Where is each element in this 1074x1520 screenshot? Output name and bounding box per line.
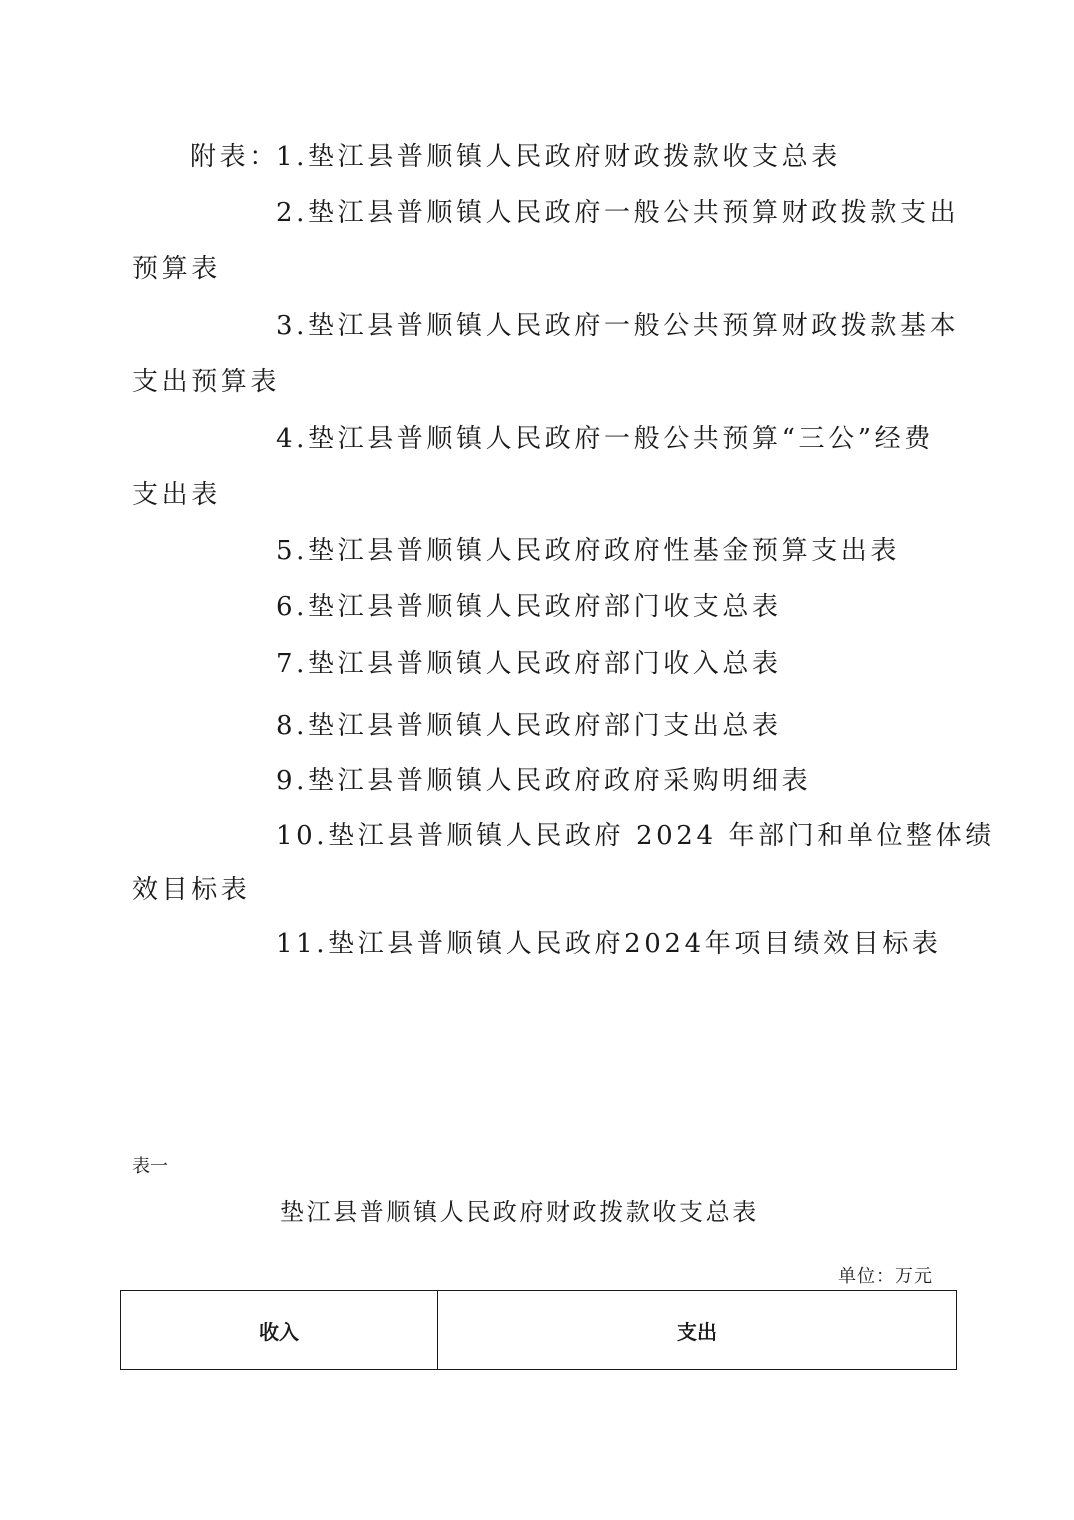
table-label: 表一 — [132, 1156, 168, 1177]
attachment-item-11: 11.垫江县普顺镇人民政府2024年项目绩效目标表 — [276, 929, 942, 959]
attachment-item-10-cont: 效目标表 — [132, 875, 251, 905]
attachment-item-5: 5.垫江县普顺镇人民政府政府性基金预算支出表 — [276, 536, 901, 566]
summary-table — [120, 1290, 957, 1370]
attachment-item-10: 10.垫江县普顺镇人民政府 2024 年部门和单位整体绩 — [276, 821, 995, 851]
attachment-prefix: 附表： — [190, 142, 279, 172]
attachment-item-9: 9.垫江县普顺镇人民政府政府采购明细表 — [276, 766, 812, 796]
attachment-item-4: 4.垫江县普顺镇人民政府一般公共预算“三公”经费 — [276, 424, 934, 454]
table-header-row — [121, 1291, 957, 1370]
attachment-item-3: 3.垫江县普顺镇人民政府一般公共预算财政拨款基本 — [276, 311, 960, 341]
attachment-item-4-cont: 支出表 — [132, 480, 221, 510]
table-title: 垫江县普顺镇人民政府财政拨款收支总表 — [280, 1198, 759, 1226]
unit-label: 单位：万元 — [838, 1266, 933, 1287]
attachment-item-2: 2.垫江县普顺镇人民政府一般公共预算财政拨款支出 — [276, 198, 960, 228]
income-header: 收入 — [121, 1291, 438, 1370]
attachment-item-3-cont: 支出预算表 — [132, 367, 281, 397]
expenditure-header: 支出 — [438, 1291, 957, 1370]
attachment-item-7: 7.垫江县普顺镇人民政府部门收入总表 — [276, 649, 782, 679]
attachment-item-6: 6.垫江县普顺镇人民政府部门收支总表 — [276, 592, 782, 622]
attachment-item-8: 8.垫江县普顺镇人民政府部门支出总表 — [276, 711, 782, 741]
attachment-item-2-cont: 预算表 — [132, 254, 221, 284]
attachment-item-1: 1.垫江县普顺镇人民政府财政拨款收支总表 — [276, 142, 841, 172]
